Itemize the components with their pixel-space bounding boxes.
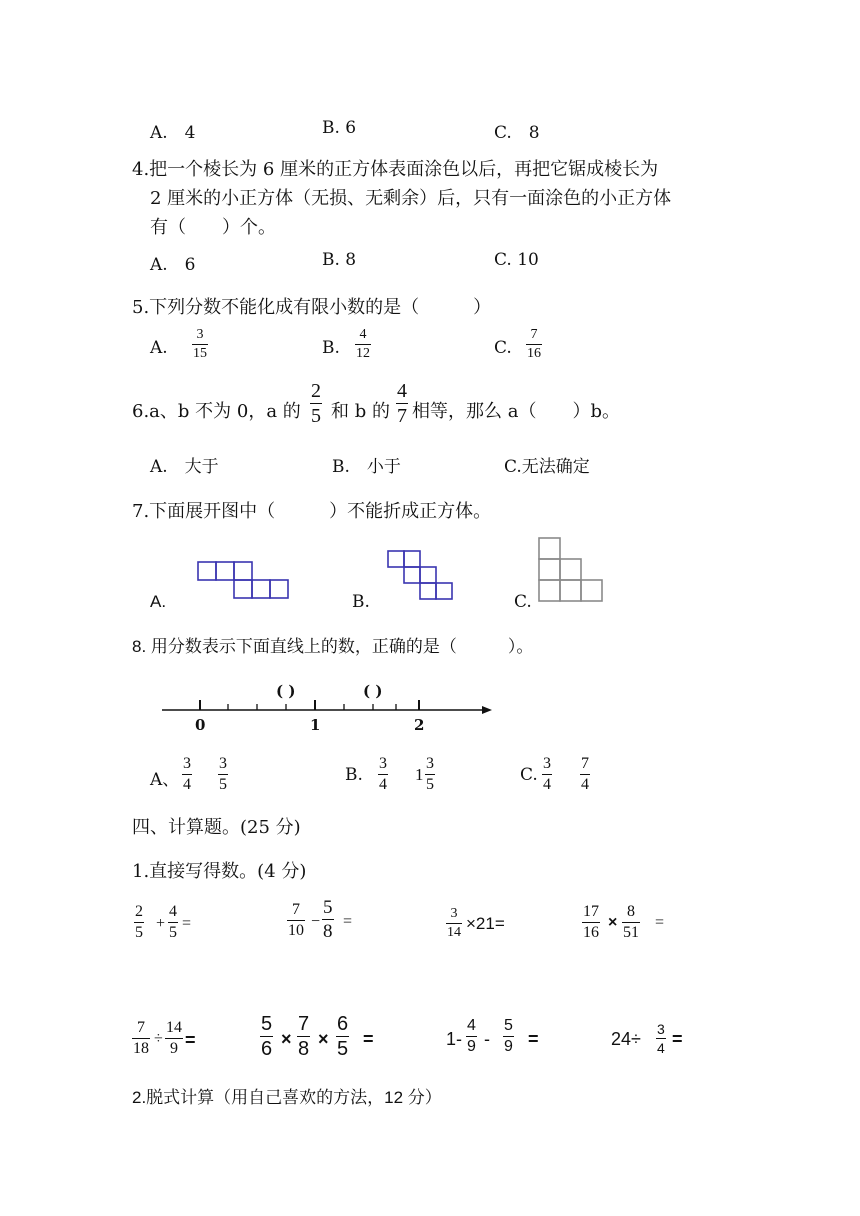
q3-option-b: B. 6 xyxy=(322,118,357,138)
calc-2-equals: = xyxy=(343,913,353,930)
section-4-title: 四、计算题。(25 分) xyxy=(132,817,301,838)
calc-1-fraction-1: 2 5 xyxy=(135,903,143,941)
calc-6-fraction-1: 5 6 xyxy=(261,1013,273,1060)
calc-4-fraction-1: 17 16 xyxy=(583,903,599,941)
q5-option-b-fraction: 4 12 xyxy=(356,327,370,361)
calc-3-rest: ×21= xyxy=(466,914,505,933)
q5-text: 5.下列分数不能化成有限小数的是（ ） xyxy=(132,297,492,318)
calc-5-equals: = xyxy=(185,1030,196,1050)
number-line xyxy=(160,698,496,720)
q7-option-b-label: B. xyxy=(352,592,370,612)
q7-net-a xyxy=(196,560,292,602)
q8-option-a-fraction-2: 3 5 xyxy=(219,755,227,793)
number-line-tick-0: 0 xyxy=(195,716,206,734)
calc-5-fraction-2: 14 9 xyxy=(166,1019,182,1057)
number-line-blank-1: ( ) xyxy=(276,682,296,700)
section-4-sub-1: 1.直接写得数。(4 分) xyxy=(132,861,307,882)
calc-8-prefix: 24÷ xyxy=(611,1029,641,1049)
calc-2-fraction-2: 5 8 xyxy=(323,897,333,942)
calc-8-fraction: 3 4 xyxy=(657,1021,665,1056)
calc-5-operator: ÷ xyxy=(154,1030,163,1047)
q4-line-3: 有（ ）个。 xyxy=(150,217,276,238)
q7-net-c xyxy=(536,535,608,603)
calc-7-equals: = xyxy=(528,1029,539,1049)
q4-option-a: A. 6 xyxy=(150,255,196,275)
q6-fraction-1: 2 5 xyxy=(311,380,321,427)
q8-option-b-whole: 1 xyxy=(415,765,424,784)
number-line-tick-1: 1 xyxy=(310,716,321,734)
calc-7-prefix: 1- xyxy=(446,1029,463,1049)
calc-7-fraction-2: 5 9 xyxy=(504,1017,513,1055)
q6-text-part-3: 相等，那么 a（ ）b。 xyxy=(412,401,620,422)
calc-6-fraction-3: 6 5 xyxy=(337,1013,349,1060)
q6-option-b: B. 小于 xyxy=(332,457,401,477)
calc-2-operator: − xyxy=(311,913,321,930)
q8-option-a-label: A、 xyxy=(150,770,180,790)
q5-option-b-label: B. xyxy=(322,338,340,358)
calc-1-operator: + xyxy=(156,915,166,932)
q6-fraction-2: 4 7 xyxy=(397,380,407,427)
calc-6-operator-2: × xyxy=(318,1029,329,1049)
q6-option-a: A. 大于 xyxy=(150,457,219,477)
q8-option-b-fraction-2: 3 5 xyxy=(426,755,434,793)
q8-option-b-label: B. xyxy=(345,765,363,785)
q5-option-a-label: A. xyxy=(150,338,168,358)
calc-2-fraction-1: 7 10 xyxy=(288,901,304,939)
number-line-tick-2: 2 xyxy=(414,716,425,734)
q5-option-c-fraction: 7 16 xyxy=(527,327,541,361)
section-4-sub-2: 2.脱式计算（用自己喜欢的方法，12 分） xyxy=(132,1088,442,1107)
q4-option-c: C. 10 xyxy=(494,250,539,270)
number-line-blank-2: ( ) xyxy=(363,682,383,700)
q4-line-1: 4.把一个棱长为 6 厘米的正方体表面涂色以后，再把它锯成棱长为 xyxy=(132,159,659,180)
q6-text-part-2: 和 b 的 xyxy=(331,401,390,422)
q4-option-b: B. 8 xyxy=(322,250,357,270)
calc-4-operator: × xyxy=(608,914,618,931)
calc-5-fraction-1: 7 18 xyxy=(133,1019,149,1057)
q6-text-part-1: 6.a、b 不为 0，a 的 xyxy=(132,401,301,422)
q5-option-c-label: C. xyxy=(494,338,512,358)
q8-option-b-fraction-1: 3 4 xyxy=(379,755,387,793)
q4-line-2: 2 厘米的小正方体（无损、无剩余）后，只有一面涂色的小正方体 xyxy=(150,188,672,209)
calc-6-operator-1: × xyxy=(281,1029,292,1049)
q7-option-c-label: C. xyxy=(514,592,532,612)
q8-option-c-label: C. xyxy=(520,765,538,785)
q7-text: 7.下面展开图中（ ）不能折成正方体。 xyxy=(132,501,492,522)
calc-6-fraction-2: 7 8 xyxy=(298,1013,310,1060)
calc-3-fraction: 3 14 xyxy=(447,906,461,940)
calc-4-equals: = xyxy=(655,914,665,931)
calc-7-fraction-1: 4 9 xyxy=(467,1017,476,1055)
q6-option-c: C.无法确定 xyxy=(504,457,590,477)
calc-8-equals: = xyxy=(672,1029,683,1049)
calc-6-equals: = xyxy=(363,1029,374,1049)
calc-7-operator: - xyxy=(484,1029,490,1049)
q8-option-c-fraction-1: 3 4 xyxy=(543,755,551,793)
q3-option-a: A. 4 xyxy=(150,123,196,143)
q7-option-a-label: A. xyxy=(150,592,167,611)
calc-1-equals: = xyxy=(182,915,192,932)
q8-option-c-fraction-2: 7 4 xyxy=(581,755,589,793)
q8-text: 8. 用分数表示下面直线上的数，正确的是（ ）。 xyxy=(132,637,534,656)
q8-option-a-fraction-1: 3 4 xyxy=(183,755,191,793)
q3-option-c: C. 8 xyxy=(494,123,540,143)
calc-1-fraction-2: 4 5 xyxy=(169,903,177,941)
q5-option-a-fraction: 3 15 xyxy=(193,327,207,361)
q7-net-b xyxy=(386,549,456,603)
calc-4-fraction-2: 8 51 xyxy=(623,903,639,941)
